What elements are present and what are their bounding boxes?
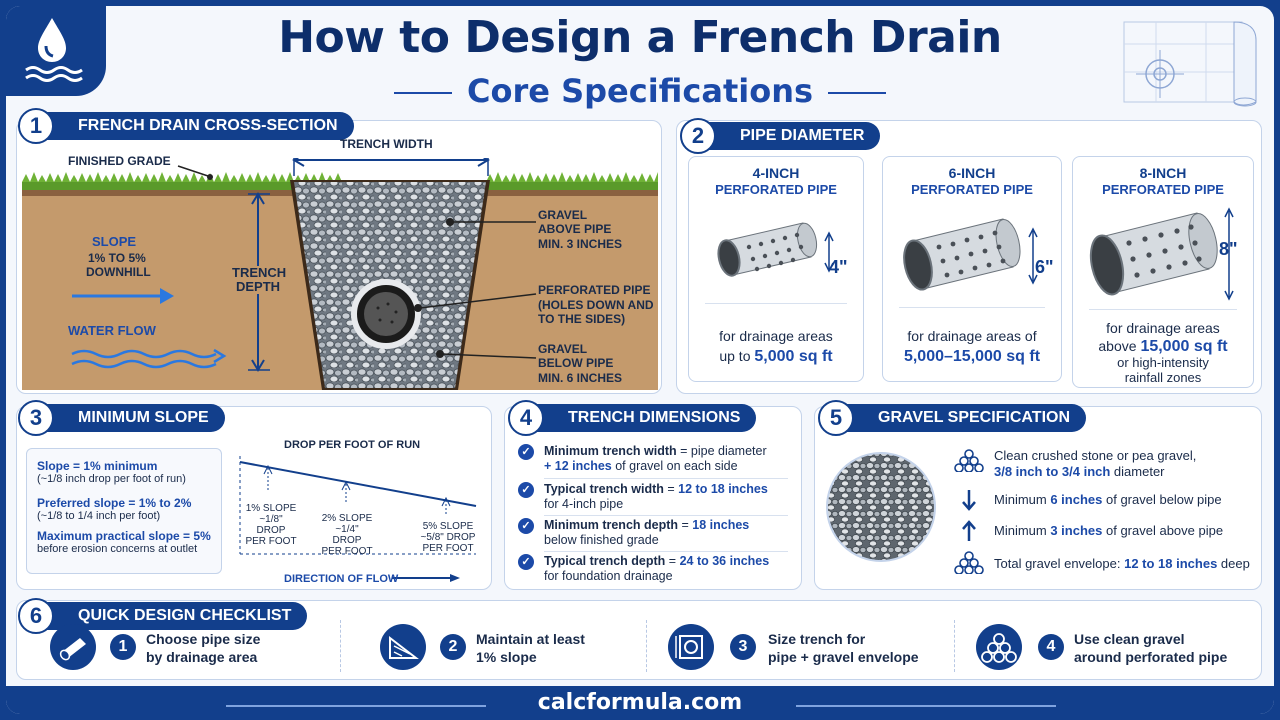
section-1-number: 1 (18, 108, 54, 144)
pipe-icon (50, 624, 96, 670)
check-icon: ✓ (518, 518, 534, 534)
footer-site-link[interactable]: calcformula.com (537, 690, 743, 714)
page-subtitle: Core Specifications (466, 72, 814, 110)
label-perforated-pipe-1: PERFORATED PIPE (538, 283, 651, 297)
label-trench-depth-1: TRENCH (232, 265, 287, 280)
label-slope-title: SLOPE (92, 234, 137, 249)
slope-specs-box (26, 448, 222, 574)
slope-spec-1-sub: (~1/8 inch drop per foot of run) (37, 473, 186, 485)
slope-spec-2-sub: (~1/8 to 1/4 inch per foot) (37, 510, 161, 522)
section-2-header: PIPE DIAMETER (696, 122, 880, 150)
pipe-dim: 6" (1035, 257, 1054, 277)
divider (340, 620, 341, 672)
pipe-card-6-inch (882, 156, 1062, 382)
pipe-card-4-inch (688, 156, 864, 382)
pipe-desc-line2: up to 5,000 sq ft (719, 348, 833, 365)
divider (544, 515, 788, 516)
pipe-desc-line1: for drainage areas of (907, 328, 1037, 344)
label-gravel-below-2: BELOW PIPE (538, 356, 614, 370)
check-icon: ✓ (518, 482, 534, 498)
check-icon: ✓ (518, 444, 534, 460)
pipe-desc-line2: above 15,000 sq ft (1098, 338, 1228, 355)
pipe-size: 6-INCH (948, 165, 996, 181)
section-4-number: 4 (508, 400, 544, 436)
label-trench-depth-2: DEPTH (236, 279, 281, 294)
check-icon: ✓ (518, 554, 534, 570)
infographic (6, 6, 1274, 714)
trench-row-1: ✓ Minimum trench width = pipe diameter + 12 inches of gravel on each side (518, 444, 788, 474)
pipe-size: 8-INCH (1139, 165, 1187, 181)
label-water-flow: WATER FLOW (68, 323, 156, 338)
label-gravel-above-2: ABOVE PIPE (538, 222, 612, 236)
pipe-type: PERFORATED PIPE (1102, 182, 1224, 197)
arrow-up-icon (954, 519, 984, 545)
trench-row-2: ✓ Typical trench width = 12 to 18 inches for 4-inch pipe (518, 482, 788, 512)
gravel-icon (976, 624, 1022, 670)
label-gravel-above-3: MIN. 3 INCHES (538, 237, 623, 251)
pipe-desc-line2: 5,000–15,000 sq ft (903, 348, 1041, 365)
slope-spec-2-main: Preferred slope = 1% to 2% (37, 496, 192, 510)
label-gravel-above-1: GRAVEL (538, 208, 588, 222)
checklist-item-1: Choose pipe size by drainage area (146, 631, 261, 665)
trench-icon (668, 624, 714, 670)
label-slope-downhill: DOWNHILL (86, 265, 151, 279)
pipe-desc-line1: for drainage areas (719, 328, 833, 344)
label-finished-grade: FINISHED GRADE (68, 154, 171, 168)
slope-spec-1-main: Slope = 1% minimum (37, 459, 158, 473)
pipe-type: PERFORATED PIPE (911, 182, 1033, 197)
section-6-number: 6 (18, 598, 54, 634)
divider (544, 551, 788, 552)
pipe-type: PERFORATED PIPE (715, 182, 837, 197)
checklist-number-2: 2 (440, 634, 466, 660)
checklist-item-4: Use clean gravel around perforated pipe (1074, 631, 1228, 665)
checklist-number-3: 3 (730, 634, 756, 660)
pipe-desc-line1: for drainage areas (1106, 320, 1220, 336)
section-5-number: 5 (818, 400, 854, 436)
pipe-6-inch-icon (893, 207, 1053, 303)
section-3-header: MINIMUM SLOPE (34, 404, 225, 432)
slope-spec-3-main: Maximum practical slope = 5% (37, 529, 211, 543)
pipe-size: 4-INCH (752, 165, 800, 181)
label-slope-range: 1% TO 5% (88, 251, 146, 265)
divider (544, 478, 788, 479)
slope-marker-2: 2% SLOPE ~1/4" DROP PER FOOT (321, 513, 373, 557)
gravel-spec-row-4: Total gravel envelope: 12 to 18 inches deep (954, 556, 1264, 572)
label-gravel-below-1: GRAVEL (538, 342, 588, 356)
slope-marker-1: 1% SLOPE ~1/8" DROP PER FOOT (245, 503, 297, 547)
section-5-header: GRAVEL SPECIFICATION (834, 404, 1086, 432)
trench-row-3: ✓ Minimum trench depth = 18 inches below finished grade (518, 518, 788, 548)
slope-chart-title: DROP PER FOOT OF RUN (284, 439, 421, 451)
divider (899, 307, 1045, 308)
checklist-item-3: Size trench for pipe + gravel envelope (768, 631, 919, 665)
gravel-spec-row-2: Minimum 6 inches of gravel below pipe (954, 492, 1264, 508)
divider (646, 620, 647, 672)
slope-icon (380, 624, 426, 670)
label-trench-width: TRENCH WIDTH (340, 137, 433, 151)
pipe-desc-line3: or high-intensity rainfall zones (1117, 355, 1209, 385)
stone-pile-icon (954, 550, 984, 576)
checklist-number-4: 4 (1038, 634, 1064, 660)
section-2-number: 2 (680, 118, 716, 154)
label-gravel-below-3: MIN. 6 INCHES (538, 371, 623, 385)
pipe-4-inch-icon (703, 211, 853, 291)
pipe-dim: 8" (1219, 239, 1238, 259)
section-3-number: 3 (18, 400, 54, 436)
checklist-number-1: 1 (110, 634, 136, 660)
gravel-spec-row-1: Clean crushed stone or pea gravel, 3/8 inch to 3/4 inch diameter (954, 448, 1264, 480)
section-4-header: TRENCH DIMENSIONS (524, 404, 756, 432)
divider (705, 303, 847, 304)
stone-pile-icon (954, 448, 984, 474)
slope-marker-3: 5% SLOPE ~5/8" DROP PER FOOT (420, 521, 476, 554)
section-1-header: FRENCH DRAIN CROSS-SECTION (34, 112, 354, 140)
label-perforated-pipe-3: TO THE SIDES) (538, 312, 626, 326)
direction-of-flow-label: DIRECTION OF FLOW (284, 573, 399, 585)
divider (954, 620, 955, 672)
gravel-spec-row-3: Minimum 3 inches of gravel above pipe (954, 523, 1264, 539)
section-6-header: QUICK DESIGN CHECKLIST (34, 602, 307, 630)
slope-spec-3-sub: before erosion concerns at outlet (37, 543, 198, 555)
checklist-item-2: Maintain at least 1% slope (476, 631, 585, 665)
pipe-dim: 4" (829, 257, 848, 277)
pipe-card-8-inch (1072, 156, 1254, 388)
page-title: How to Design a French Drain (278, 12, 1002, 63)
trench-row-4: ✓ Typical trench depth = 24 to 36 inches for foundation drainage (518, 554, 788, 584)
gravel-sample-image (824, 450, 938, 564)
divider (1089, 309, 1237, 310)
arrow-down-icon (954, 488, 984, 514)
label-perforated-pipe-2: (HOLES DOWN AND (538, 298, 654, 312)
